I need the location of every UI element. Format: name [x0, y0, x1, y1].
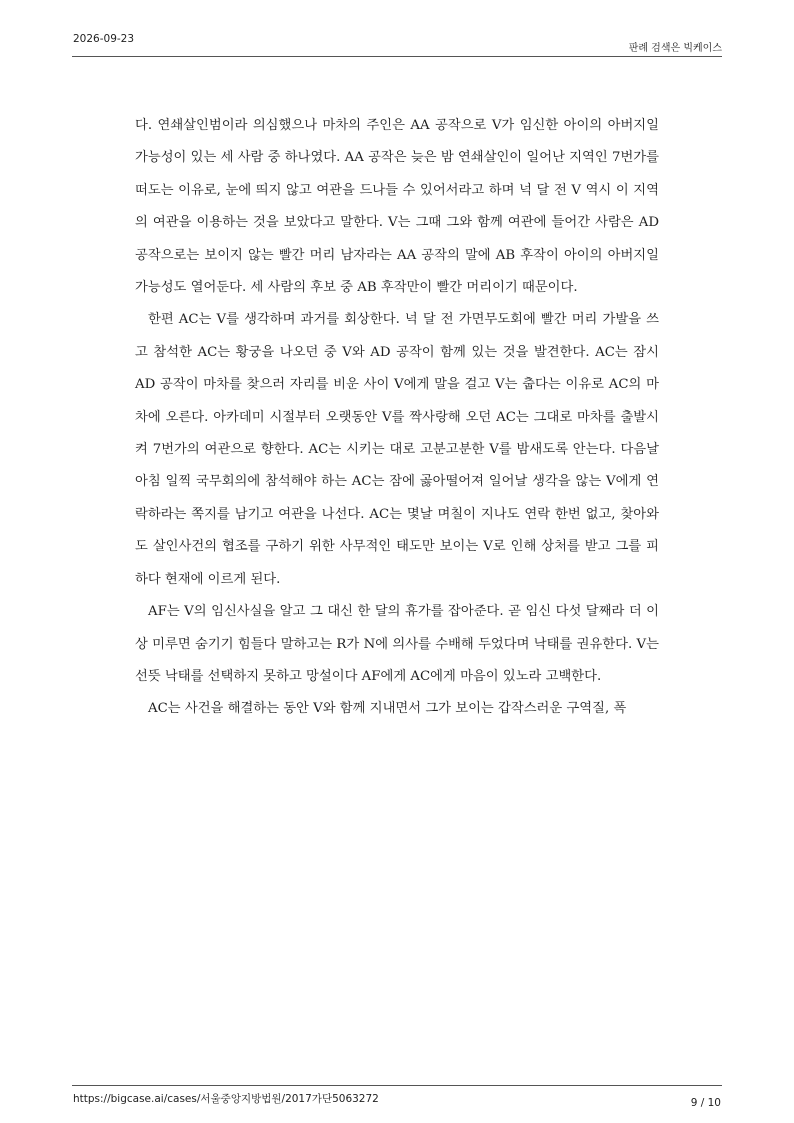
- paragraph: 한편 AC는 V를 생각하며 과거를 회상한다. 넉 달 전 가면무도회에 빨간 머리 가발을 쓰고 참석한 AC는 황궁을 나오던 중 V와 AD 공작이 함께 있는 것을 발견한다. AC는 잠시 AD 공작이 마차를 찾으러 자리를 비운 사이 V에게 말을 걸고 V는 춥다는 이유로 AC의 마차에 오른다. 아카데미 시절부터 오랫동안 V를 짝사랑해 오던 AC는 그대로 마차를 출발시켜 7번가의 여관으로 향한다. AC는 시키는 대로 고분고분한 V를 밤새도록 안는다. 다음날 아침 일찍 국무회의에 참석해야 하는 AC는 잠에 곯아떨어져 일어날 생각을 않는 V에게 연락하라는 쪽지를 남기고 여관을 나선다. AC는 몇날 며칠이 지나도 연락 한번 없고, 찾아와도 살인사건의 협조를 구하기 위한 사무적인 태도만 보이는 V로 인해 상처를 받고 그를 피하다 현재에 이르게 된다.: [135, 312, 659, 587]
- paragraph: AF는 V의 임신사실을 알고 그 대신 한 달의 휴가를 잡아준다. 곧 임신 다섯 달째라 더 이상 미루면 숨기기 힘들다 말하고는 R가 N에 의사를 수배해 두었다며 낙태를 권유한다. V는 선뜻 낙태를 선택하지 못하고 망설이다 AF에게 AC에게 마음이 있노라 고백한다.: [135, 604, 659, 684]
- print-date: 2026-09-23: [73, 33, 135, 45]
- document-body: [135, 110, 659, 726]
- site-title: 판례 검색은 빅케이스: [628, 43, 722, 54]
- source-url-link[interactable]: https://bigcase.ai/cases/서울중앙지방법원/2017가단5063272: [73, 1093, 379, 1105]
- header-divider: [72, 56, 722, 57]
- page-number: 9 / 10: [690, 1097, 721, 1109]
- paragraph: 다. 연쇄살인범이라 의심했으나 마차의 주인은 AA 공작으로 V가 임신한 아이의 아버지일 가능성이 있는 세 사람 중 하나였다. AA 공작은 늦은 밤 연쇄살인이 일어난 지역인 7번가를 떠도는 이유로, 눈에 띄지 않고 여관을 드나들 수 있어서라고 하며 넉 달 전 V 역시 이 지역의 여관을 이용하는 것을 보았다고 말한다. V는 그때 그와 함께 여관에 들어간 사람은 AD 공작으로는 보이지 않는 빨간 머리 남자라는 AA 공작의 말에 AB 후작이 아이의 아버지일 가능성도 열어둔다. 세 사람의 후보 중 AB 후작만이 빨간 머리이기 때문이다.: [135, 118, 659, 296]
- paragraph: AC는 사건을 해결하는 동안 V와 함께 지내면서 그가 보이는 갑작스러운 구역질, 폭: [148, 701, 627, 717]
- footer-divider: [72, 1085, 722, 1086]
